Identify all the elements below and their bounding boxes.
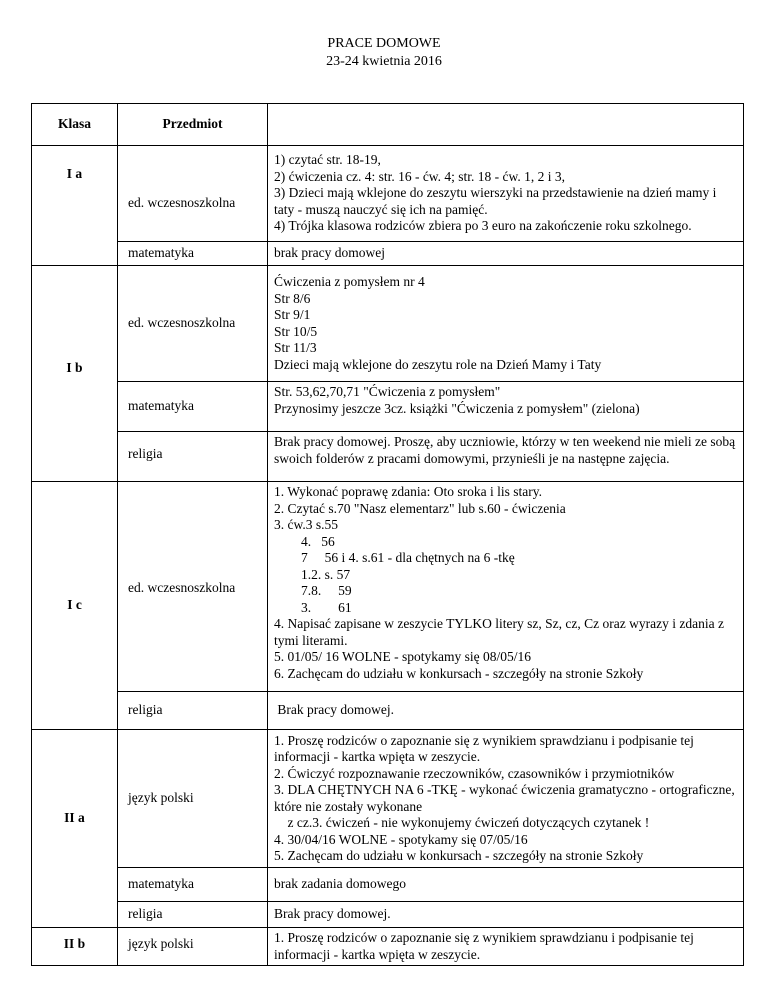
task-line: 4. 56 [274, 533, 335, 549]
task-line: 7 56 i 4. s.61 - dla chętnych na 6 -tkę [274, 550, 515, 565]
table-header-row [32, 104, 744, 146]
task-line: 4. Napisać zapisane w zeszycie TYLKO litery sz, Sz, cz, Cz oraz wyrazy i zdania z tymi literami. [274, 616, 724, 648]
header-przedmiot: Przedmiot [118, 104, 268, 146]
task-cell [268, 432, 744, 482]
header-klasa: Klasa [32, 104, 118, 146]
task-line: 1. Proszę rodziców o zapoznanie się z wynikiem sprawdzianu i podpisanie tej informacji - kartka wpięta w zeszycie. [274, 930, 694, 962]
task-line: z cz.3. ćwiczeń - nie wykonujemy ćwiczeń dotyczących czytanek ! [274, 815, 650, 830]
subject-cell: język polski [118, 928, 268, 966]
task-cell [268, 868, 744, 902]
task-cell [268, 146, 744, 242]
subject-cell: religia [118, 692, 268, 730]
task-line: 2. Czytać s.70 "Nasz elementarz" lub s.60 - ćwiczenia [274, 500, 566, 516]
table-row [32, 868, 744, 902]
task-line: 3. DLA CHĘTNYCH NA 6 -TKĘ - wykonać ćwiczenia gramatyczno - ortograficzne, które nie zostały wykonane [274, 782, 735, 814]
task-line: brak pracy domowej [274, 245, 385, 261]
task-line: 4. 30/04/16 WOLNE - spotykamy się 07/05/16 [274, 831, 528, 847]
table-row [32, 266, 744, 382]
task-line: 6. Zachęcam do udziału w konkursach - szczegóły na stronie Szkoły [274, 665, 644, 681]
table-row [32, 146, 744, 242]
task-line: 1. Wykonać poprawę zdania: Oto sroka i lis stary. [274, 484, 542, 499]
task-line: Brak pracy domowej. [274, 906, 391, 922]
task-line: Str 9/1 [274, 307, 311, 322]
task-cell [268, 382, 744, 432]
task-line: Str 8/6 [274, 290, 311, 306]
table-row [32, 432, 744, 482]
task-line: 4) Trójka klasowa rodziców zbiera po 3 euro na zakończenie roku szkolnego. [274, 218, 692, 234]
subject-cell: religia [118, 432, 268, 482]
subject-cell: ed. wczesnoszkolna [118, 266, 268, 382]
task-line: Str 11/3 [274, 340, 317, 355]
subject-cell: matematyka [118, 868, 268, 902]
task-cell [268, 692, 744, 730]
subject-cell: matematyka [118, 382, 268, 432]
task-line: Brak pracy domowej. Proszę, aby uczniowie, którzy w ten weekend nie mieli ze sobą swoich folderów z pracami domowymi, przynieśli je na następne zajęcia. [274, 434, 736, 466]
page-title: PRACE DOMOWE [327, 36, 441, 51]
task-cell [268, 730, 744, 868]
task-line: 7.8. 59 [274, 583, 352, 598]
class-Ib: I b [32, 266, 118, 482]
table-row [32, 482, 744, 692]
task-line: 3) Dzieci mają wklejone do zeszytu wierszyki na przedstawienie na dzień mamy i taty - muszą nauczyć się ich na pamięć. [274, 185, 717, 217]
task-line: brak zadania domowego [274, 876, 406, 892]
subject-cell: ed. wczesnoszkolna [118, 146, 268, 242]
task-line: 3. ćw.3 s.55 [274, 517, 338, 532]
task-line: 5. 01/05/ 16 WOLNE - spotykamy się 08/05/16 [274, 649, 531, 664]
subject-cell: język polski [118, 730, 268, 868]
task-line: 2. Ćwiczyć rozpoznawanie rzeczowników, czasowników i przymiotników [274, 765, 675, 781]
task-line: 2) ćwiczenia cz. 4: str. 16 - ćw. 4; str. 18 - ćw. 1, 2 i 3, [274, 168, 566, 184]
task-line: Str. 53,62,70,71 "Ćwiczenia z pomysłem" [274, 384, 501, 399]
class-Ia: I a [32, 146, 118, 266]
task-line: 1) czytać str. 18-19, [274, 152, 381, 168]
subject-cell: matematyka [118, 242, 268, 266]
task-line: Ćwiczenia z pomysłem nr 4 [274, 274, 425, 289]
class-IIa: II a [32, 730, 118, 928]
task-line: Dzieci mają wklejone do zeszytu role na Dzień Mamy i Taty [274, 356, 602, 372]
task-line: Przynosimy jeszcze 3cz. książki "Ćwiczenia z pomysłem" (zielona) [274, 400, 640, 416]
table-row [32, 902, 744, 928]
task-cell [268, 928, 744, 966]
homework-table [31, 103, 744, 966]
table-row [32, 692, 744, 730]
task-line: 1.2. s. 57 [274, 566, 351, 582]
table-row [32, 928, 744, 966]
task-cell [268, 242, 744, 266]
task-cell [268, 266, 744, 382]
subject-cell: religia [118, 902, 268, 928]
task-line: Str 10/5 [274, 323, 318, 339]
table-row [32, 242, 744, 266]
task-cell [268, 902, 744, 928]
class-IIb: II b [32, 928, 118, 966]
table-row [32, 382, 744, 432]
task-line: 1. Proszę rodziców o zapoznanie się z wynikiem sprawdzianu i podpisanie tej informacji - kartka wpięta w zeszycie. [274, 732, 694, 764]
task-cell [268, 482, 744, 692]
class-Ic: I c [32, 482, 118, 730]
header-tresc [268, 104, 744, 146]
task-line: Brak pracy domowej. [274, 702, 394, 718]
task-line: 3. 61 [274, 599, 352, 615]
subject-cell: ed. wczesnoszkolna [118, 482, 268, 692]
table-row [32, 730, 744, 868]
task-line: 5. Zachęcam do udziału w konkursach - szczegóły na stronie Szkoły [274, 848, 644, 863]
page-date: 23-24 kwietnia 2016 [326, 54, 442, 69]
